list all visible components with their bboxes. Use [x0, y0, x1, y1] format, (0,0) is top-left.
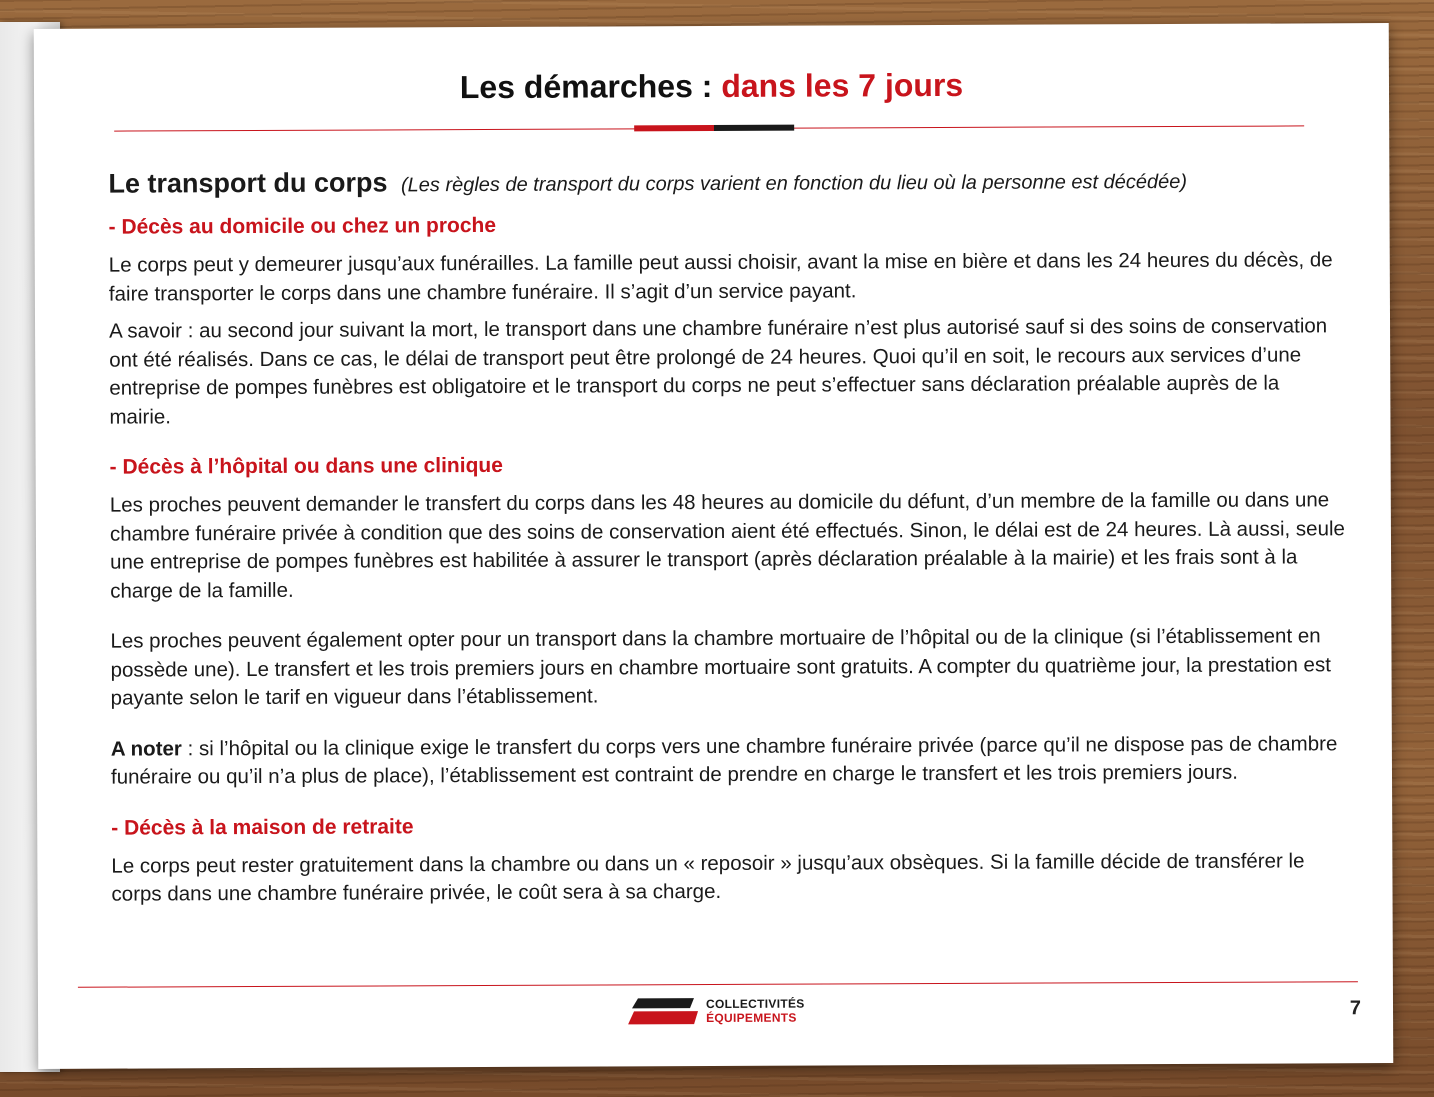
note-label: A noter [110, 736, 182, 761]
brand-logo-icon [628, 996, 700, 1026]
paragraph-retraite-1: Le corps peut rester gratuitement dans la chambre ou dans un « reposoir » jusqu’aux obsèques. Si la famille décide de transférer le corps dans une chambre funéraire privée, le coût sera à sa charge. [111, 849, 1305, 906]
brand-logo [628, 996, 805, 1027]
page-number: 7 [1349, 997, 1362, 1020]
brand-logo-line1: COLLECTIVITÉS [705, 996, 805, 1012]
page-content [108, 161, 1347, 918]
section-title [108, 161, 1344, 201]
paragraph-domicile-1: Le corps peut y demeurer jusqu’aux funérailles. La famille peut aussi choisir, avant la mise en bière et dans les 24 heures du décès, de faire transporter le corps dans une chambre funéraire. Il s’agit d’un service payant. [108, 248, 1333, 306]
paragraph-hopital-1: Les proches peuvent demander le transfert du corps dans les 48 heures au domicile du défunt, d’un membre de la famille ou dans une chambre funéraire privée à condition que des soins de conservation aient été effectués. Sinon, le délai est de 24 heures. Là aussi, seule une entreprise de pompes funèbres est habilitée à assurer le transport (après déclaration préalable à la mairie) et les frais sont à la charge de la famille. [109, 488, 1345, 603]
page-title-main: Les démarches : [459, 68, 713, 106]
note-text: : si l’hôpital ou la clinique exige le transfert du corps vers une chambre funéraire privée (parce qu’il ne dispose pas de chambre funéraire ou qu’il n’a plus de place), l’établissement est contraint de prendre en charge le transfert et les trois premiers jours. [110, 731, 1338, 789]
section-title-note: (Les règles de transport du corps varient en fonction du lieu où la personne est décédée) [400, 170, 1188, 197]
subheading-hopital: - Décès à l’hôpital ou dans une clinique [109, 454, 503, 479]
paragraph-hopital-note [111, 730, 1347, 792]
paragraph-hopital-2: Les proches peuvent également opter pour un transport dans la chambre mortuaire de l’hôpital ou de la clinique (si l’établissement en possède une). Le transfert et les trois premiers jours en chambre mortuaire sont gratuits. A compter du quatrième jour, la prestation est payante selon le tarif en vigueur dans l’établissement. [110, 624, 1331, 710]
subheading-retraite: - Décès à la maison de retraite [111, 814, 414, 840]
brand-logo-line2: ÉQUIPEMENTS [706, 1010, 797, 1026]
page-title [34, 65, 1389, 108]
header-divider-accent [634, 125, 794, 132]
page-title-highlight: dans les 7 jours [721, 66, 964, 104]
footer-divider [78, 981, 1358, 988]
subheading-domicile: - Décès au domicile ou chez un proche [108, 214, 497, 239]
brand-logo-text [706, 997, 805, 1025]
section-title-text: Le transport du corps [108, 167, 388, 199]
document-page [34, 23, 1394, 1069]
paragraph-domicile-2: A savoir : au second jour suivant la mort, le transport dans une chambre funéraire n’est plus autorisé sauf si des soins de conservation ont été réalisés. Dans ce cas, le délai de transport peut être prolongé de 24 heures. Quoi qu’il en soit, le recours aux services d’une entreprise de pompes funèbres est obligatoire et le transport du corps ne peut s’effectuer sans déclaration préalable auprès de la mairie. [109, 314, 1328, 429]
